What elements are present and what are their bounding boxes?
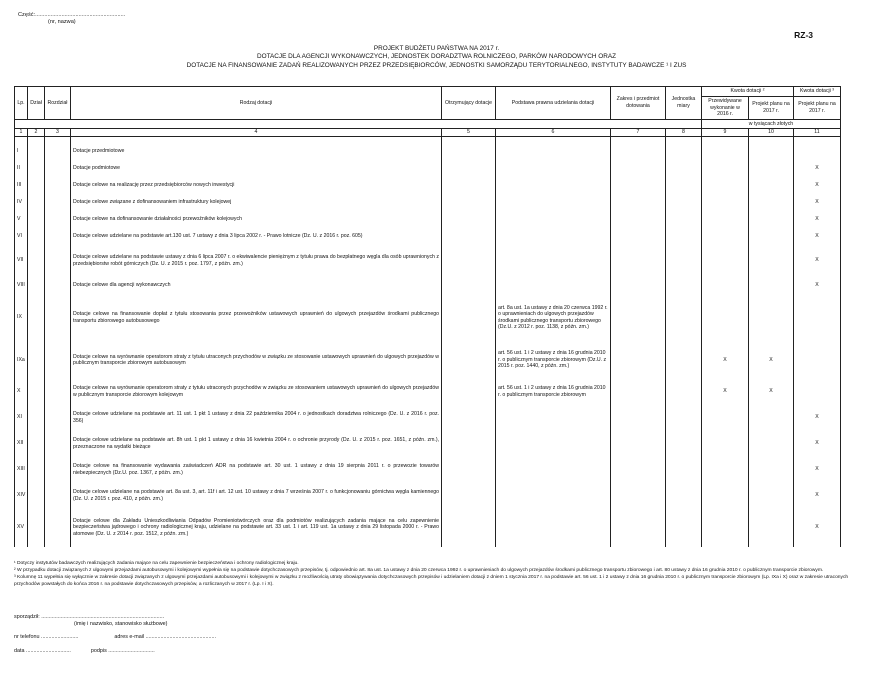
row-rodzaj: Dotacje przedmiotowe xyxy=(71,143,442,160)
row-col9 xyxy=(702,228,749,245)
row-zakres xyxy=(611,509,666,547)
table-row xyxy=(15,143,841,160)
row-lp: XII xyxy=(15,431,28,457)
row-jednostka xyxy=(666,211,702,228)
row-lp: II xyxy=(15,160,28,177)
row-col10 xyxy=(749,431,794,457)
colnum-2: 2 xyxy=(28,129,45,137)
row-rozdzial xyxy=(45,211,71,228)
row-col9 xyxy=(702,177,749,194)
footnotes xyxy=(14,561,854,588)
row-jednostka xyxy=(666,294,702,342)
row-jednostka xyxy=(666,483,702,509)
row-otrzymujacy xyxy=(442,143,496,160)
row-jednostka xyxy=(666,379,702,405)
row-dzial xyxy=(28,405,45,431)
row-dzial xyxy=(28,177,45,194)
row-lp: IV xyxy=(15,194,28,211)
row-col10 xyxy=(749,483,794,509)
row-zakres xyxy=(611,160,666,177)
row-jednostka xyxy=(666,431,702,457)
row-col10 xyxy=(749,405,794,431)
colnum-5: 5 xyxy=(442,129,496,137)
row-zakres xyxy=(611,294,666,342)
row-otrzymujacy xyxy=(442,509,496,547)
row-zakres xyxy=(611,431,666,457)
row-col11: X xyxy=(794,160,841,177)
row-podstawa xyxy=(496,160,611,177)
header-podstawa: Podstawa prawna udzielania dotacji xyxy=(496,87,611,120)
row-dzial xyxy=(28,143,45,160)
row-otrzymujacy xyxy=(442,405,496,431)
row-zakres xyxy=(611,228,666,245)
row-podstawa xyxy=(496,457,611,483)
row-col10 xyxy=(749,228,794,245)
phone-field[interactable]: nr telefonu ......................... xyxy=(14,634,79,640)
row-otrzymujacy xyxy=(442,379,496,405)
row-dzial xyxy=(28,211,45,228)
part-sublabel: (nr, nazwa) xyxy=(48,18,76,25)
row-dzial xyxy=(28,294,45,342)
row-lp: XV xyxy=(15,509,28,547)
row-col11: X xyxy=(794,509,841,547)
row-jednostka xyxy=(666,277,702,294)
row-rozdzial xyxy=(45,160,71,177)
row-rodzaj: Dotacje celowe na realizację przez przedsiębiorców nowych inwestycji xyxy=(71,177,442,194)
row-podstawa xyxy=(496,211,611,228)
table-row xyxy=(15,228,841,245)
row-rodzaj: Dotacje celowe na dofinansowanie działalności przewoźników kolejowych xyxy=(71,211,442,228)
colnum-10: 10 xyxy=(749,129,794,137)
row-col11: X xyxy=(794,245,841,277)
row-rodzaj: Dotacje celowe na wyrównanie operatorom straty z tytułu utraconych przychodów w związku ze stosowanie ustawowych uprawnień do ulgowych przejazdów w publicznym transporcie zbiorowym autobusowym xyxy=(71,342,442,379)
footnote-2: ² W przypadku dotacji związanych z ulgowymi przejazdami autobusowymi i kolejowymi wypełnia się na podstawie dotychczasowych przepisów, tj. odpowiednio art. 8a ust. 1a ustawy z dnia 20 czerwca 1992 r. o uprawnieniach do ulgowych przejazdów środkami publicznego transportu zbiorowego i art. 80 ustawy z dnia 16 grudnia 2010 r. o publicznym transporcie zbiorowym. xyxy=(14,567,824,573)
row-podstawa xyxy=(496,228,611,245)
row-zakres xyxy=(611,177,666,194)
row-otrzymujacy xyxy=(442,483,496,509)
row-rozdzial xyxy=(45,405,71,431)
header-kwota-group: Kwota dotacji ² xyxy=(702,87,794,97)
row-podstawa: art. 56 ust. 1 i 2 ustawy z dnia 16 grudnia 2010 r. o publicznym transporcie zbiorowym (Dz.U. z 2015 r. poz. 1440, z późn. zm.) xyxy=(496,342,611,379)
header-jednostka: Jednostka miary xyxy=(666,87,702,120)
table-row xyxy=(15,457,841,483)
row-rozdzial xyxy=(45,342,71,379)
row-zakres xyxy=(611,405,666,431)
colnum-1: 1 xyxy=(15,129,28,137)
row-lp: III xyxy=(15,177,28,194)
row-podstawa xyxy=(496,483,611,509)
table-row xyxy=(15,483,841,509)
row-podstawa xyxy=(496,194,611,211)
row-rodzaj: Dotacje celowe na finansowanie wydawania zaświadczeń ADR na podstawie art. 30 ust. 1 ustawy z dnia 19 sierpnia 2011 r. o przewozie towarów niebezpiecznych (Dz.U. poz. 1367, z późn. zm.) xyxy=(71,457,442,483)
row-col11: X xyxy=(794,194,841,211)
table-body xyxy=(15,136,841,547)
colnum-9: 9 xyxy=(702,129,749,137)
row-podstawa xyxy=(496,431,611,457)
row-zakres xyxy=(611,483,666,509)
table-row xyxy=(15,194,841,211)
title-line-2: DOTACJE DLA AGENCJI WYKONAWCZYCH, JEDNOSTEK DORADZTWA ROLNICZEGO, PARKÓW NARODOWYCH ORAZ xyxy=(257,53,616,61)
row-podstawa: art. 8a ust. 1a ustawy z dnia 20 czerwca 1992 r. o uprawnieniach do ulgowych przejazdów środkami publicznego transportu zbiorowego (Dz.U. z 2012 r. poz. 1138, z późn. zm.) xyxy=(496,294,611,342)
row-jednostka xyxy=(666,405,702,431)
row-col9 xyxy=(702,509,749,547)
row-col10: X xyxy=(749,379,794,405)
row-col11: X xyxy=(794,228,841,245)
row-col11: X xyxy=(794,405,841,431)
row-zakres xyxy=(611,245,666,277)
header-otrzymujacy: Otrzymujący dotacje xyxy=(442,87,496,120)
row-otrzymujacy xyxy=(442,277,496,294)
row-dzial xyxy=(28,342,45,379)
row-col9 xyxy=(702,405,749,431)
row-otrzymujacy xyxy=(442,211,496,228)
signature-field[interactable]: podpis ............................... xyxy=(90,648,155,654)
table-row xyxy=(15,211,841,228)
row-col9 xyxy=(702,294,749,342)
row-col9 xyxy=(702,457,749,483)
row-rozdzial xyxy=(45,228,71,245)
row-lp: V xyxy=(15,211,28,228)
prepared-by-label: sporządził: .................................................................................. xyxy=(14,614,165,620)
row-rozdzial xyxy=(45,509,71,547)
row-rozdzial xyxy=(45,143,71,160)
email-field[interactable]: adres e-mail ............................................... xyxy=(114,634,216,640)
row-rozdzial xyxy=(45,379,71,405)
colnum-11: 11 xyxy=(794,129,841,137)
header-rozdzial: Rozdział xyxy=(45,87,71,120)
prepared-by-sublabel: (imię i nazwisko, stanowisko służbowe) xyxy=(74,621,168,628)
row-podstawa xyxy=(496,177,611,194)
row-rodzaj: Dotacje celowe udzielane na podstawie art. 8h ust. 1 pkt 1 ustawy z dnia 16 kwietnia 2004 r. o ochronie przyrody (Dz. U. z 2015 r. poz. 1651, z późn. zm.), przeznaczone na wydatki bieżące xyxy=(71,431,442,457)
row-otrzymujacy xyxy=(442,160,496,177)
row-col11: X xyxy=(794,431,841,457)
row-col10: X xyxy=(749,342,794,379)
row-rozdzial xyxy=(45,483,71,509)
row-dzial xyxy=(28,194,45,211)
row-col9 xyxy=(702,194,749,211)
row-dzial xyxy=(28,483,45,509)
row-rodzaj: Dotacje celowe dla Zakładu Unieszkodliwiania Odpadów Promieniotwórczych oraz dla podmiotów realizujących zadania mające na celu zapewnienie bezpieczeństwa jądrowego i ochrony radiologicznej kraju, udzielane na podstawie art. 33 ust. 1 i art. 119 ust. 1a ustawy z dnia 29 listopada 2000 r. - Prawo atomowe (Dz. U. z 2014 r. poz. 1512, z późn. zm.) xyxy=(71,509,442,547)
row-col10 xyxy=(749,211,794,228)
row-col9 xyxy=(702,245,749,277)
row-col11: X xyxy=(794,483,841,509)
row-rodzaj: Dotacje celowe udzielane na podstawie ustawy z dnia 6 lipca 2007 r. o ekwiwalencie pieniężnym z tytułu prawa do bezpłatnego węgla dla osób uprawnionych z przedsiębiorstw robót górniczych (Dz. U. z 2015 r. poz. 1797, z późn. zm.) xyxy=(71,245,442,277)
row-rodzaj: Dotacje celowe udzielane na podstawie art. 8a ust. 3, art. 11f i art. 12 ust. 10 ustawy z dnia 7 września 2007 r. o funkcjonowaniu górnictwa węgla kamiennego (Dz. U. z 2015 r. poz. 410, z późn. zm.) xyxy=(71,483,442,509)
table-row xyxy=(15,342,841,379)
row-rozdzial xyxy=(45,245,71,277)
row-jednostka xyxy=(666,509,702,547)
row-jednostka xyxy=(666,160,702,177)
row-rodzaj: Dotacje celowe udzielane na podstawie art.130 ust. 7 ustawy z dnia 3 lipca 2002 r. - Prawo lotnicze (Dz. U. z 2016 r. poz. 605) xyxy=(71,228,442,245)
row-dzial xyxy=(28,457,45,483)
row-otrzymujacy xyxy=(442,245,496,277)
row-dzial xyxy=(28,379,45,405)
row-lp: X xyxy=(15,379,28,405)
row-jednostka xyxy=(666,457,702,483)
row-rodzaj: Dotacje podmiotowe xyxy=(71,160,442,177)
row-col10 xyxy=(749,457,794,483)
row-zakres xyxy=(611,457,666,483)
header-units: w tysiącach złotych xyxy=(702,119,841,129)
row-rozdzial xyxy=(45,194,71,211)
date-signature-fields xyxy=(14,648,155,655)
row-zakres xyxy=(611,277,666,294)
row-lp: IX xyxy=(15,294,28,342)
row-otrzymujacy xyxy=(442,228,496,245)
header-przewidywane: Przewidywane wykonanie w 2016 r. xyxy=(702,97,749,120)
document-title xyxy=(0,45,873,70)
table-row xyxy=(15,509,841,547)
row-dzial xyxy=(28,277,45,294)
row-col9: X xyxy=(702,342,749,379)
row-col10 xyxy=(749,160,794,177)
row-col10 xyxy=(749,245,794,277)
title-line-1: PROJEKT BUDŻETU PAŃSTWA NA 2017 r. xyxy=(373,45,500,52)
colnum-3: 3 xyxy=(45,129,71,137)
row-col11: X xyxy=(794,211,841,228)
row-lp: VII xyxy=(15,245,28,277)
row-rozdzial xyxy=(45,177,71,194)
title-line-3: DOTACJE NA FINANSOWANIE ZADAŃ REALIZOWANYCH PRZEZ PRZEDSIĘBIORCÓW, JEDNOSTKI SAMORZĄDU TERYTORIALNEGO, INSTYTUTY BADAWCZE ¹ I ZUS xyxy=(186,61,687,69)
row-rodzaj: Dotacje celowe związane z dofinansowaniem infrastruktury kolejowej xyxy=(71,194,442,211)
table-row xyxy=(15,277,841,294)
row-col9: X xyxy=(702,379,749,405)
row-zakres xyxy=(611,211,666,228)
table-row xyxy=(15,405,841,431)
header-projekt-planu: Projekt planu na 2017 r. xyxy=(749,97,794,120)
row-col9 xyxy=(702,160,749,177)
row-podstawa: art. 56 ust. 1 i 2 ustawy z dnia 16 grudnia 2010 r. o publicznym transporcie zbiorowym xyxy=(496,379,611,405)
row-col11: X xyxy=(794,457,841,483)
row-otrzymujacy xyxy=(442,194,496,211)
row-col9 xyxy=(702,431,749,457)
row-podstawa xyxy=(496,245,611,277)
row-col9 xyxy=(702,143,749,160)
row-jednostka xyxy=(666,177,702,194)
table-row xyxy=(15,294,841,342)
row-podstawa xyxy=(496,405,611,431)
row-col10 xyxy=(749,509,794,547)
row-col11 xyxy=(794,294,841,342)
row-lp: XIV xyxy=(15,483,28,509)
row-lp: XIII xyxy=(15,457,28,483)
row-rozdzial xyxy=(45,294,71,342)
row-col11 xyxy=(794,342,841,379)
row-zakres xyxy=(611,342,666,379)
row-col10 xyxy=(749,277,794,294)
prepared-by-field[interactable] xyxy=(14,614,167,628)
row-rozdzial xyxy=(45,457,71,483)
header-projekt-planu-11: Projekt planu na 2017 r. xyxy=(794,97,841,120)
row-dzial xyxy=(28,431,45,457)
row-jednostka xyxy=(666,245,702,277)
header-kwota-group-11: Kwota dotacji ³ xyxy=(794,87,841,97)
table-row xyxy=(15,379,841,405)
subsidy-table xyxy=(14,86,841,547)
row-lp: VI xyxy=(15,228,28,245)
footnote-3: ³ Kolumnę 11 wypełnia się wyłącznie w zakresie dotacji związanych z ulgowymi przejazdami autobusowymi i kolejowymi w związku z możliwością utraty obowiązywania dotychczasowych przepisów i udzielaniem dotacji z dniem 1 stycznia 2017 r. na podstawie art. 56 ust. 1 i 2 ustawy z dnia 16 grudnia 2010 r. o publicznym transporcie zbiorowym (Lp. IXa i X) oraz w zakresie utraconych przychodów powstałych do końca 2016 r. na podstawie dotychczasowych przepisów, a rozliczanych w 2017 r. (Lp. I i X). xyxy=(14,574,849,587)
row-col11: X xyxy=(794,277,841,294)
row-col9 xyxy=(702,211,749,228)
row-lp: VIII xyxy=(15,277,28,294)
colnum-8: 8 xyxy=(666,129,702,137)
row-jednostka xyxy=(666,228,702,245)
row-jednostka xyxy=(666,194,702,211)
colnum-6: 6 xyxy=(496,129,611,137)
row-col9 xyxy=(702,483,749,509)
row-rozdzial xyxy=(45,277,71,294)
row-otrzymujacy xyxy=(442,457,496,483)
table-row xyxy=(15,245,841,277)
row-rodzaj: Dotacje celowe dla agencji wykonawczych xyxy=(71,277,442,294)
header-zakres: Zakres i przedmiot dotowania xyxy=(611,87,666,120)
row-jednostka xyxy=(666,143,702,160)
colnum-4: 4 xyxy=(71,129,442,137)
header-lp: Lp. xyxy=(15,87,28,120)
footnote-1: ¹ Dotyczy instytutów badawczych realizujących zadania mające na celu zapewnienie bezpieczeństwa i ochrony radiologicznej kraju. xyxy=(14,561,299,566)
row-podstawa xyxy=(496,143,611,160)
form-code: RZ-3 xyxy=(794,30,813,40)
row-podstawa xyxy=(496,509,611,547)
header-dzial: Dział xyxy=(28,87,45,120)
contact-fields xyxy=(14,634,216,641)
row-lp: IXa xyxy=(15,342,28,379)
date-field[interactable]: data .............................. xyxy=(14,648,71,654)
part-field[interactable] xyxy=(18,12,125,26)
row-jednostka xyxy=(666,342,702,379)
row-col9 xyxy=(702,277,749,294)
row-col10 xyxy=(749,194,794,211)
part-label: Część:.......................................................... xyxy=(18,12,126,18)
row-dzial xyxy=(28,509,45,547)
row-otrzymujacy xyxy=(442,431,496,457)
row-otrzymujacy xyxy=(442,294,496,342)
row-zakres xyxy=(611,143,666,160)
row-col10 xyxy=(749,177,794,194)
colnum-7: 7 xyxy=(611,129,666,137)
table-row xyxy=(15,177,841,194)
row-col11: X xyxy=(794,177,841,194)
row-zakres xyxy=(611,194,666,211)
row-rodzaj: Dotacje celowe udzielane na podstawie art. 11 ust. 1 pkt 1 ustawy z dnia 22 października 2004 r. o jednostkach doradztwa rolniczego (Dz. U. z 2016 r. poz. 356) xyxy=(71,405,442,431)
row-rozdzial xyxy=(45,431,71,457)
row-zakres xyxy=(611,379,666,405)
row-col10 xyxy=(749,294,794,342)
row-otrzymujacy xyxy=(442,177,496,194)
row-col11 xyxy=(794,143,841,160)
row-podstawa xyxy=(496,277,611,294)
row-col10 xyxy=(749,143,794,160)
row-lp: XI xyxy=(15,405,28,431)
row-dzial xyxy=(28,160,45,177)
table-row xyxy=(15,431,841,457)
row-lp: I xyxy=(15,143,28,160)
table-row xyxy=(15,160,841,177)
header-rodzaj: Rodzaj dotacji xyxy=(71,87,442,120)
row-dzial xyxy=(28,245,45,277)
row-rodzaj: Dotacje celowe na wyrównanie operatorom straty z tytułu utraconych przychodów w związku ze stosowaniem ustawowych uprawnień do ulgowych przejazdów w publicznym transporcie zbiorowym kolejowym xyxy=(71,379,442,405)
row-dzial xyxy=(28,228,45,245)
row-col11 xyxy=(794,379,841,405)
row-rodzaj: Dotacje celowe na finansowanie dopłat z tytułu stosowania przez przewoźników ustawowych uprawnień do ulgowych przejazdów środkami publicznego transportu zbiorowego autobusowego xyxy=(71,294,442,342)
row-otrzymujacy xyxy=(442,342,496,379)
